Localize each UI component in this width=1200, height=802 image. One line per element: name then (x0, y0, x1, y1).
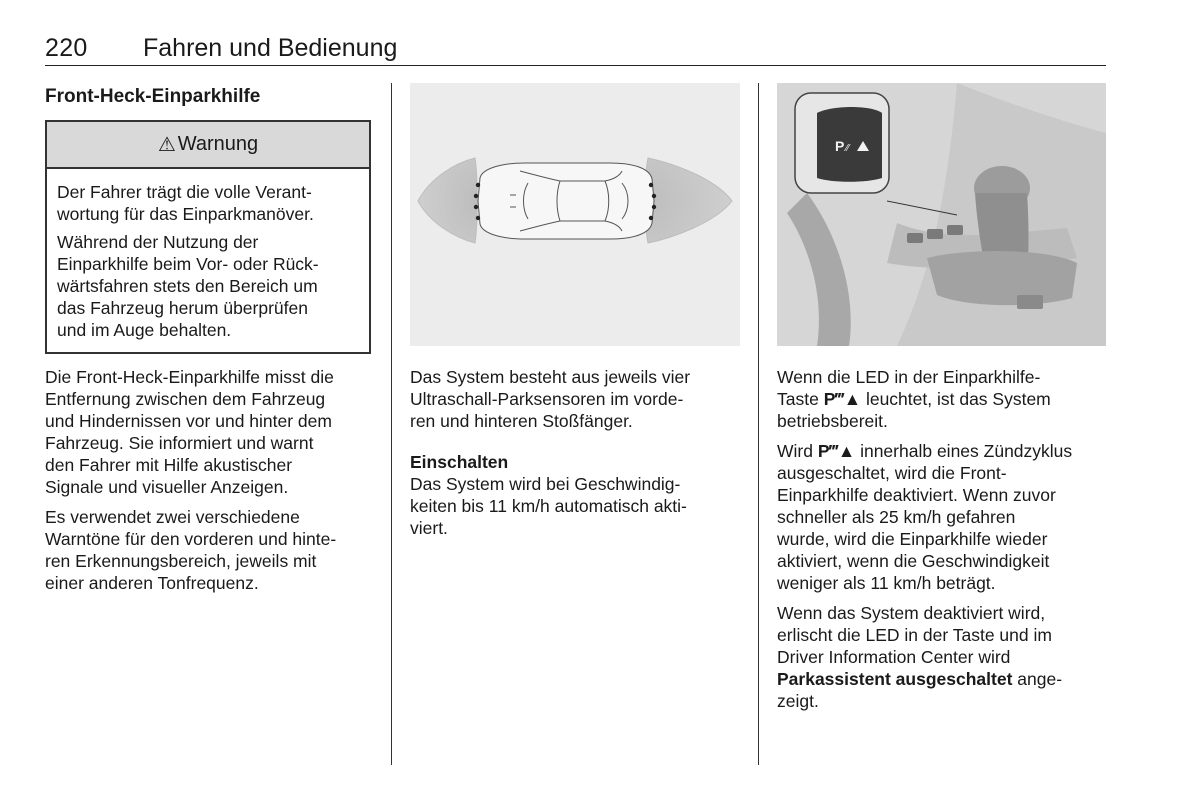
rear-detection-zone (645, 158, 732, 243)
warning-text (57, 181, 367, 341)
col3-paragraph-2: Wird P‴▲ innerhalb eines Zündzyklus ausgeschaltet, wird die Front- Einparkhilfe deaktiviert. Wenn zuvor schneller als 25 km/h gefahren wurde, wird die Einparkhilfe wieder aktiviert, wenn die Geschwindigkeit weniger als 11 km/h beträgt. (777, 441, 1073, 593)
column3-text (777, 366, 1117, 712)
page-number: 220 (45, 34, 88, 62)
sensor-dot (649, 216, 653, 220)
sensor-dot (652, 205, 656, 209)
col1-paragraph-1: Die Front-Heck-Einparkhilfe misst die Entfernung zwischen dem Fahrzeug und Hindernissen vor und hinter dem Fahrzeug. Sie informiert und warnt den Fahrer mit Hilfe akustischer Signale und visueller Anzeigen. (45, 367, 334, 497)
car-top-view (478, 163, 654, 239)
column-divider-2 (758, 83, 759, 765)
col3-paragraph-3: Wenn das System deaktiviert wird, erlischt die LED in der Taste und im Driver Information Center wird Parkassistent ausgeschaltet ange- zeigt. (777, 603, 1063, 711)
gear-boot-base (927, 251, 1077, 305)
sensor-dot (476, 183, 480, 187)
park-assist-symbol: P‴▲ (817, 441, 856, 461)
column-divider-1 (391, 83, 392, 765)
header-rule (45, 65, 1106, 66)
section-heading: Front-Heck-Einparkhilfe (45, 86, 261, 107)
warning-box (45, 120, 371, 354)
park-assist-button (817, 107, 882, 182)
sensor-dot (474, 194, 478, 198)
column2-text (410, 366, 750, 539)
front-detection-zone (418, 158, 477, 243)
sensor-dot (476, 216, 480, 220)
parking-sensor-illustration (410, 83, 740, 346)
console-button (907, 233, 923, 243)
warning-paragraph-1: Der Fahrer trägt die volle Verant- wortung für das Einparkmanöver. (57, 182, 314, 224)
console-photo-svg (777, 83, 1106, 346)
park-assist-symbol: P‴▲ (823, 389, 862, 409)
subheading-einschalten: Einschalten (410, 452, 509, 472)
console-button (927, 229, 943, 239)
status-message: Parkassistent ausgeschaltet (777, 669, 1013, 689)
col1-paragraph-2: Es verwendet zwei verschiedene Warntöne für den vorderen und hinte- ren Erkennungsbereich, jeweils mit einer anderen Tonfrequenz. (45, 507, 337, 593)
console-photo (777, 83, 1106, 346)
park-assist-waves-icon: ⁄⁄ (846, 143, 850, 154)
warning-triangle-icon: ⚠ (157, 134, 176, 156)
car-sensor-svg (410, 83, 740, 346)
console-button (1017, 295, 1043, 309)
console-button (947, 225, 963, 235)
park-assist-button-label: P (835, 138, 845, 154)
sensor-dot (652, 194, 656, 198)
col3-paragraph-1: Wenn die LED in der Einparkhilfe- Taste P‴▲ leuchtet, ist das System betriebsbereit. (777, 367, 1051, 431)
warning-title: Warnung (177, 133, 259, 155)
sensor-dot (474, 205, 478, 209)
col2-paragraph-2: Das System wird bei Geschwindig- keiten bis 11 km/h automatisch akti- viert. (410, 474, 687, 538)
column1-text (45, 366, 385, 594)
chapter-title: Fahren und Bedienung (143, 34, 398, 62)
warning-paragraph-2: Während der Nutzung der Einparkhilfe beim Vor- oder Rück- wärtsfahren stets den Bereich um das Fahrzeug herum überprüfen und im Auge behalten. (57, 232, 319, 340)
sensor-dot (649, 183, 653, 187)
warning-header (47, 122, 369, 169)
col2-paragraph-1: Das System besteht aus jeweils vier Ultraschall-Parksensoren im vorde- ren und hinteren Stoßfänger. (410, 367, 691, 431)
